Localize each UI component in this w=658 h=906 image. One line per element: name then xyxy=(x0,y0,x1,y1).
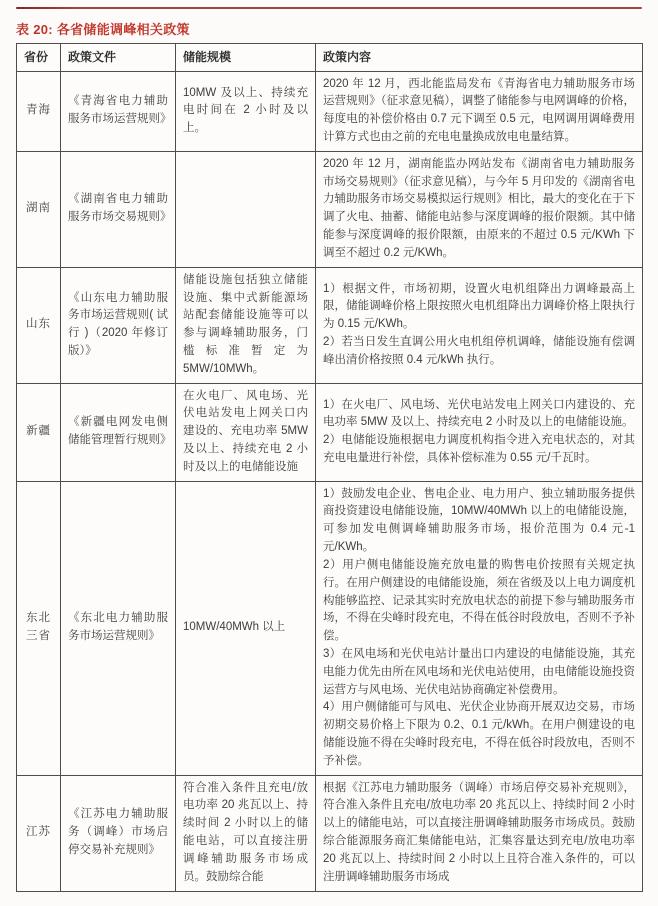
policy-document-cell: 《山东电力辅助服务市场运营规则( 试行 )（2020 年修订版）》 xyxy=(61,267,176,383)
policy-table xyxy=(16,43,643,892)
policy-document-cell: 《新疆电网发电侧储能管理暂行规则》 xyxy=(61,383,176,481)
policy-content-paragraph: 2）电储能设施根据电力调度机构指令进入充电状态的，对其充电电量进行补偿，具体补偿标准为 0.55 元/千瓦时。 xyxy=(323,434,635,464)
policy-table-body xyxy=(17,71,643,891)
column-header-policy-document: 政策文件 xyxy=(61,44,176,72)
province-cell: 东北三省 xyxy=(17,481,61,775)
storage-scale-cell: 10MW/40MWh 以上 xyxy=(176,481,316,775)
column-header-policy-content: 政策内容 xyxy=(316,44,643,72)
table-header-row xyxy=(17,44,643,72)
policy-content-cell xyxy=(316,151,643,267)
policy-content-paragraph: 2020 年 12 月，湖南能监办网站发布《湖南省电力辅助服务市场交易规则》（征求意见稿），与今年 5 月印发的《湖南省电力辅助服务市场交易模拟运行规则》相比，最大的变化在于下调了火电、抽蓄、储能电站参与深度调峰的报价限额。其中储能参与深度调峰的报价限额，由原来的不超过 0.5 元/KWh 下调至不超过 0.2 元/KWh。 xyxy=(323,157,635,259)
policy-content-paragraph: 2020 年 12 月，西北能监局发布《青海省电力辅助服务市场运营规则》（征求意见稿），调整了储能参与电网调峰的价格，每度电的补偿价格由 0.7 元下调至 0.5 元，电网调用调峰费用计算方式也由之前的充电电量换成放电电量结算。 xyxy=(323,77,635,144)
policy-content-paragraph: 1）鼓励发电企业、售电企业、电力用户、独立辅助服务提供商投资建设电储能设施，10MW/40MWh 以上的电储能设施，可参加发电侧调峰辅助服务市场，报价范围为 0.4 元-1 元/KWh。 xyxy=(323,487,635,554)
storage-scale-cell xyxy=(176,151,316,267)
policy-content-cell xyxy=(316,71,643,151)
policy-content-paragraph: 4）用户侧储能可与风电、光伏企业协商开展双边交易，市场初期交易价格上下限为 0.2、0.1 元/kWh。在用户侧建设的电储能设施不得在尖峰时段充电，不得在低谷时段放电，否则不予补偿。 xyxy=(323,701,635,767)
policy-content-paragraph: 2）用户侧电储能设施充放电量的购售电价按照有关规定执行。在用户侧建设的电储能设施，须在省级及以上电力调度机构能够监控、记录其实时充放电状态的前提下参与辅助服务市场，不得在尖峰时段充电，不得在低谷时段放电，否则不予补偿。 xyxy=(323,558,635,643)
policy-document-cell: 《湖南省电力辅助服务市场交易规则》 xyxy=(61,151,176,267)
storage-scale-cell: 储能设施包括独立储能设施、集中式新能源场站配套储能设施等可以参与调峰辅助服务，门槛标准暂定为 5MW/10MWh。 xyxy=(176,267,316,383)
policy-content-paragraph: 根据《江苏电力辅助服务（调峰）市场启停交易补充规则》，符合准入条件且充电/放电功率 20 兆瓦以上、持续时间 2 小时以上的储能电站，可以直接注册调峰辅助服务市场成员。鼓励综合能源服务商汇集储能电站，汇集容量达到充电/放电功率 20 兆瓦以上、持续时间 2 小时以上且符合准入条件的，可以注册调峰辅助服务市场成 xyxy=(323,781,635,883)
province-cell: 新疆 xyxy=(17,383,61,481)
storage-scale-cell: 符合准入条件且充电/放电功率 20 兆瓦以上、持续时间 2 小时以上的储能电站，可以直接注册调峰辅助服务市场成员。鼓励综合能 xyxy=(176,775,316,891)
column-header-storage-scale: 储能规模 xyxy=(176,44,316,72)
storage-scale-cell: 10MW 及以上、持续充电时间在 2 小时及以上。 xyxy=(176,71,316,151)
policy-content-paragraph: 2）若当日发生直调公用火电机组停机调峰，储能设施有偿调峰出清价格按照 0.4 元/kWh 执行。 xyxy=(323,336,635,366)
policy-content-cell xyxy=(316,267,643,383)
table-row xyxy=(17,267,643,383)
policy-content-paragraph: 1）根据文件，市场初期，设置火电机组降出力调峰最高上限，储能调峰价格上限按照火电机组降出力调峰价格上限执行为 0.15 元/KWh。 xyxy=(323,282,635,331)
policy-content-paragraph: 1）在火电厂、风电场、光伏电站发电上网关口内建设的、充电功率 5MW 及以上、持续充电 2 小时及以上的电储能设施。 xyxy=(323,398,635,429)
table-row xyxy=(17,151,643,267)
table-title: 表 20: 各省储能调峰相关政策 xyxy=(16,22,190,37)
table-row xyxy=(17,383,643,481)
policy-document-cell: 《江苏电力辅助服务（调峰）市场启停交易补充规则》 xyxy=(61,775,176,891)
table-row xyxy=(17,775,643,891)
policy-content-cell xyxy=(316,383,643,481)
storage-scale-cell: 在火电厂、风电场、光伏电站发电上网关口内建设的、充电功率 5MW 及以上、持续充电 2 小时及以上的电储能设施 xyxy=(176,383,316,481)
table-row xyxy=(17,71,643,151)
province-cell: 湖南 xyxy=(17,151,61,267)
policy-document-cell: 《东北电力辅助服务市场运营规则》 xyxy=(61,481,176,775)
top-divider-rule xyxy=(16,7,642,9)
column-header-province: 省份 xyxy=(17,44,61,72)
policy-content-paragraph: 3）在风电场和光伏电站计量出口内建设的电储能设施，其充电能力优先由所在风电场和光伏电站使用，由电储能设施投资运营方与风电场、光伏电站协商确定补偿费用。 xyxy=(323,647,635,696)
province-cell: 江苏 xyxy=(17,775,61,891)
policy-document-cell: 《青海省电力辅助服务市场运营规则》 xyxy=(61,71,176,151)
policy-content-cell xyxy=(316,775,643,891)
policy-content-cell xyxy=(316,481,643,775)
table-row xyxy=(17,481,643,775)
province-cell: 青海 xyxy=(17,71,61,151)
province-cell: 山东 xyxy=(17,267,61,383)
